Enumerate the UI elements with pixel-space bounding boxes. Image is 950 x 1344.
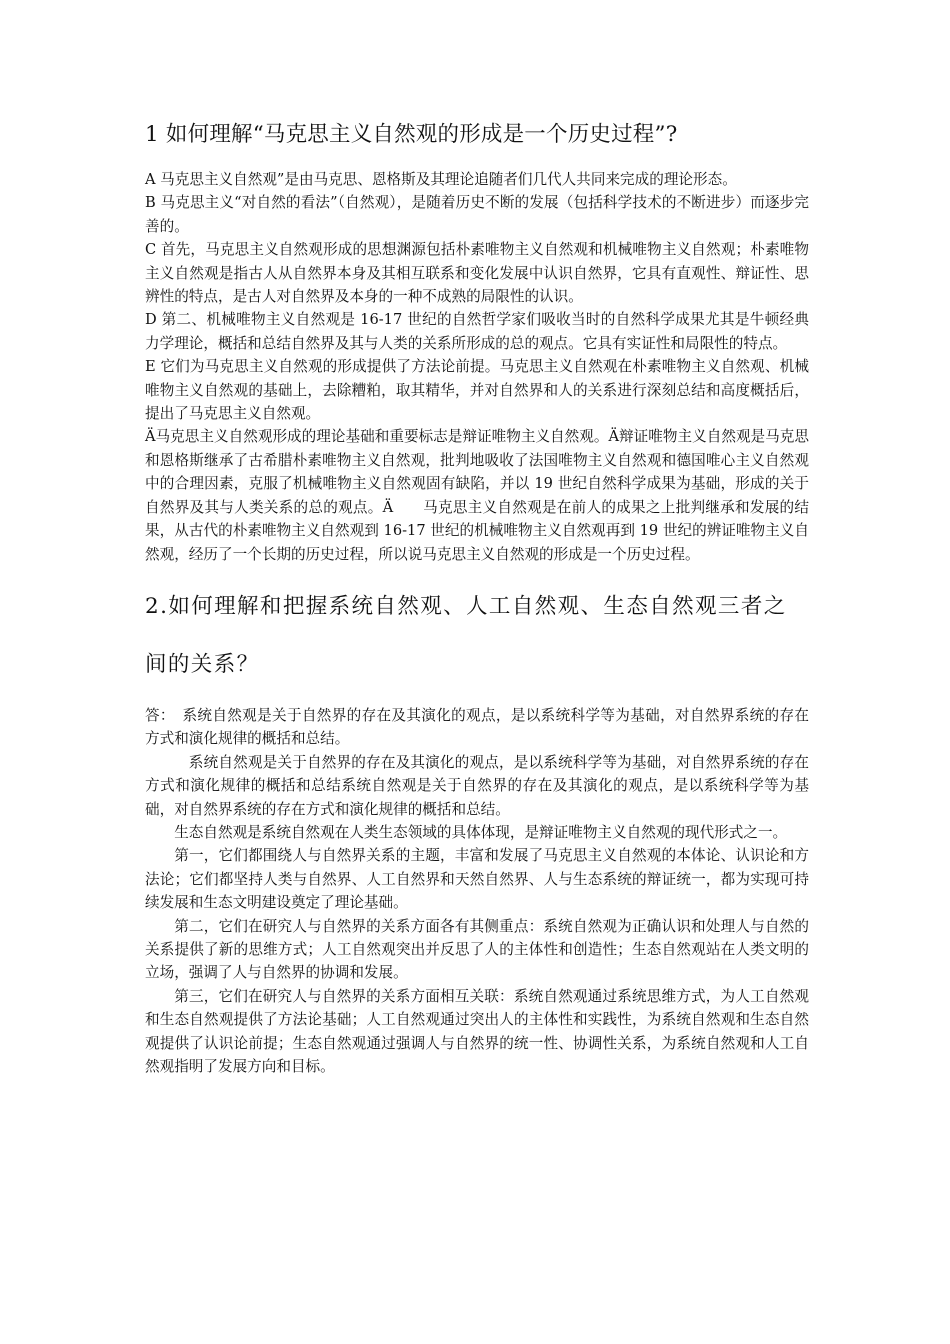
q2-paragraph-first: 第一，它们都围绕人与自然界关系的主题，丰富和发展了马克思主义自然观的本体论、认识论和方法论；它们都坚持人类与自然界、人工自然界和天然自然界、人与生态系统的辩证统一，都为实现可持续发展和生态文明建设奠定了理论基础。 — [145, 847, 809, 912]
q1-paragraph-d: D 第二、机械唯物主义自然观是 16-17 世纪的自然哲学家们吸收当时的自然科学成果尤其是牛顿经典力学理论，概括和总结自然界及其与人类的关系所形成的总的观点。它具有实证性和局限性的特点。 — [145, 311, 809, 352]
document-page — [145, 118, 809, 1078]
q2-paragraph-repeat: 系统自然观是关于自然界的存在及其演化的观点，是以系统科学等为基础，对自然界系统的存在方式和演化规律的概括和总结系统自然观是关于自然界的存在及其演化的观点，是以系统科学等为基础，对自然界系统的存在方式和演化规律的概括和总结。 — [145, 753, 809, 818]
q2-paragraph-second: 第二，它们在研究人与自然界的关系方面各有其侧重点：系统自然观为正确认识和处理人与自然的关系提供了新的思维方式；人工自然观突出并反思了人的主体性和创造性；生态自然观站在人类文明的立场，强调了人与自然界的协调和发展。 — [145, 917, 809, 982]
q1-paragraph-conclusion: Ä马克思主义自然观形成的理论基础和重要标志是辩证唯物主义自然观。Ä辩证唯物主义自然观是马克思和恩格斯继承了古希腊朴素唯物主义自然观，批判地吸收了法国唯物主义自然观和德国唯心主义自然观中的合理因素，克服了机械唯物主义自然观固有缺陷，并以 19 世纪自然科学成果为基础，形成的关于自然界及其与人类关系的总的观点。Ä 马克思主义自然观是在前人的成果之上批判继承和发展的结果，从古代的朴素唯物主义自然观到 16-17 世纪的机械唯物主义自然观再到 19 世纪的辨证唯物主义自然观，经历了一个长期的历史过程，所以说马克思主义自然观的形成是一个历史过程。 — [145, 428, 809, 563]
q1-paragraph-a: A 马克思主义自然观”是由马克思、恩格斯及其理论追随者们几代人共同来完成的理论形态。 — [145, 171, 737, 188]
question-1-title: 1 如何理解“马克思主义自然观的形成是一个历史过程”? — [145, 122, 678, 147]
q1-paragraph-b: B 马克思主义“对自然的看法”（自然观），是随着历史不断的发展（包括科学技术的不断进步）而逐步完善的。 — [145, 194, 809, 235]
q2-answer-intro: 答： 系统自然观是关于自然界的存在及其演化的观点，是以系统科学等为基础，对自然界系统的存在方式和演化规律的概括和总结。 — [145, 706, 809, 748]
q2-paragraph-eco: 生态自然观是系统自然观在人类生态领域的具体体现，是辩证唯物主义自然观的现代形式之一。 — [174, 823, 788, 841]
q1-paragraph-c: C 首先，马克思主义自然观形成的思想渊源包括朴素唯物主义自然观和机械唯物主义自然观；朴素唯物主义自然观是指古人从自然界本身及其相互联系和变化发展中认识自然界，它具有直观性、辩证性、思辨性的特点，是古人对自然界及本身的一种不成熟的局限性的认识。 — [145, 241, 809, 306]
question-2-title: 2.如何理解和把握系统自然观、人工自然观、生态自然观三者之间的关系？ — [145, 593, 787, 677]
q1-paragraph-e: E 它们为马克思主义自然观的形成提供了方法论前提。马克思主义自然观在朴素唯物主义自然观、机械唯物主义自然观的基础上，去除糟粕，取其精华，并对自然界和人的关系进行深刻总结和高度概括后，提出了马克思主义自然观。 — [145, 358, 809, 423]
q2-paragraph-third: 第三，它们在研究人与自然界的关系方面相互关联：系统自然观通过系统思维方式，为人工自然观和生态自然观提供了方法论基础；人工自然观通过突出人的主体性和实践性，为系统自然观和生态自然观提供了认识论前提；生态自然观通过强调人与自然界的统一性、协调性关系，为系统自然观和人工自然观指明了发展方向和目标。 — [145, 987, 809, 1075]
